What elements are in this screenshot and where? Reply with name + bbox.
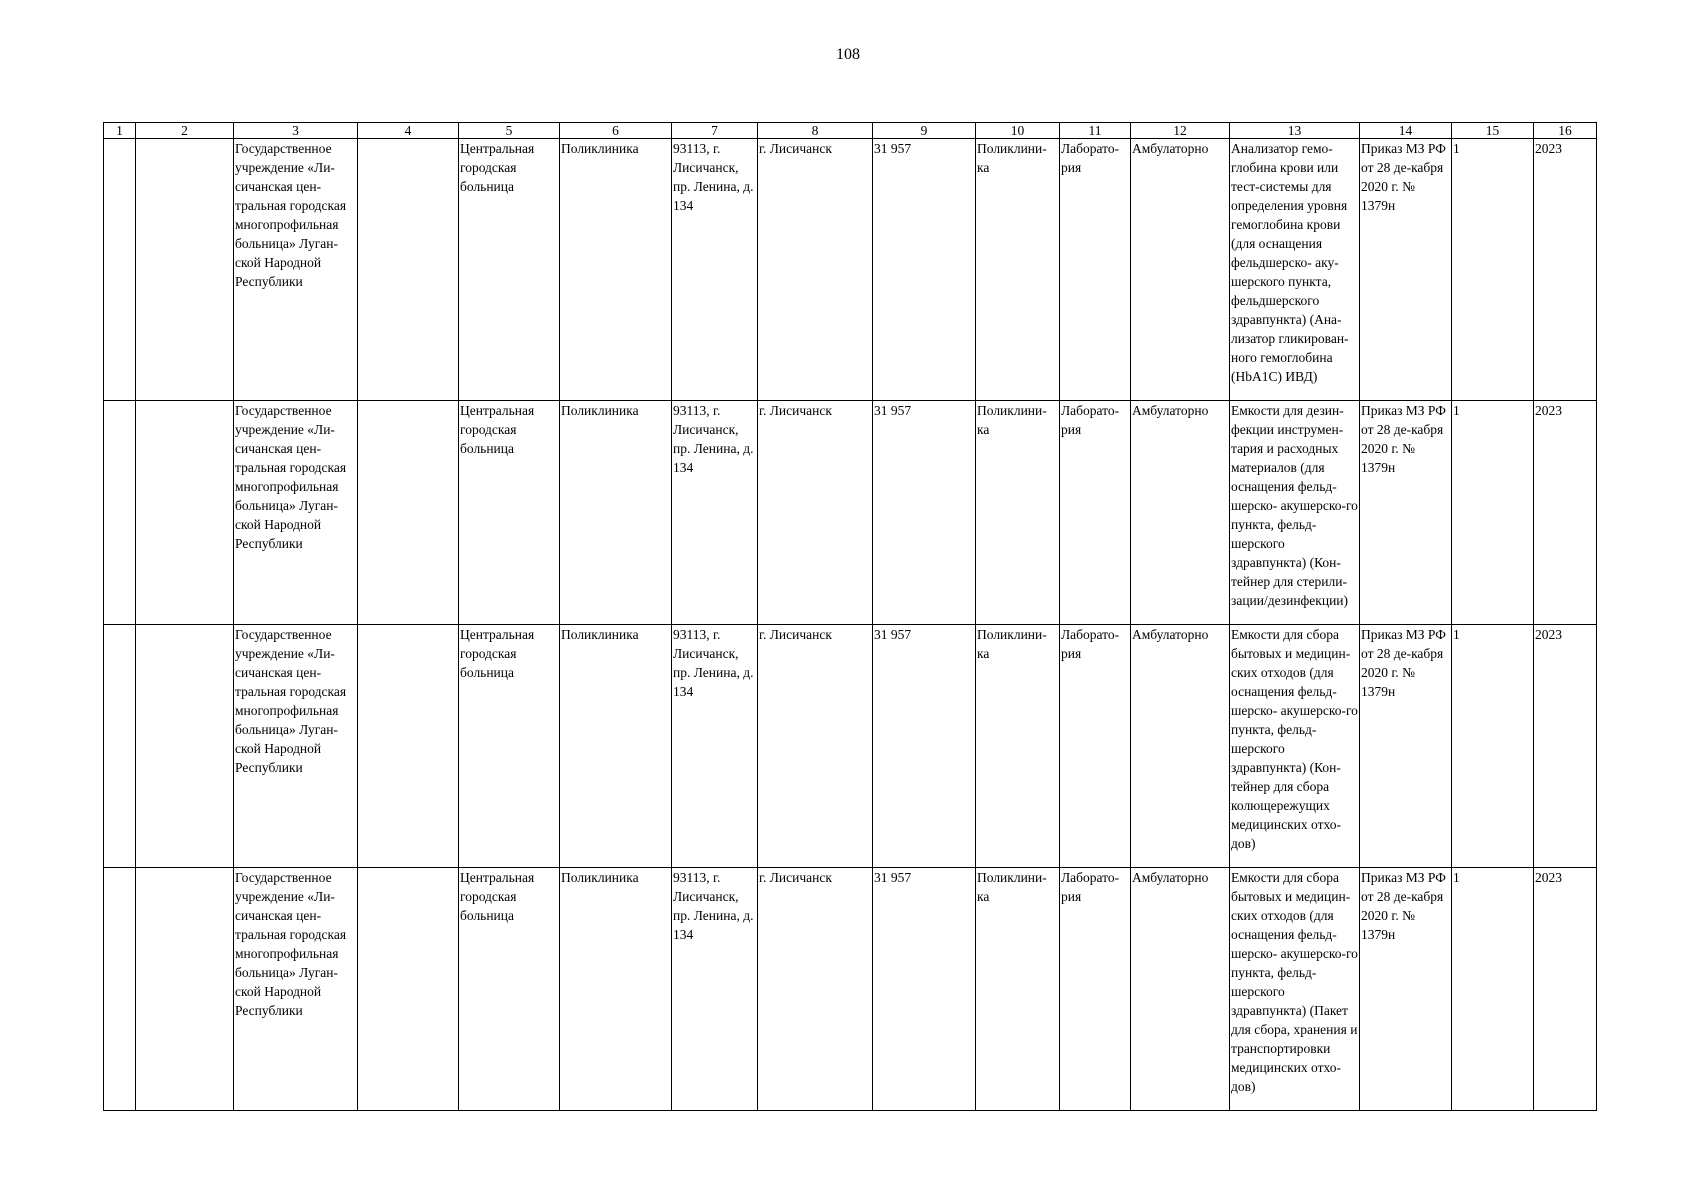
cell-equipment: Анализатор гемо-глобина крови или тест-системы для определения уровня гемоглобина крови (для оснащения фельдшерско- аку-шерского пункта, фельдшерского здравпункта) (Ана-лизатор гликирован-ного гемоглобина (HbA1C) ИВД) <box>1230 139 1360 401</box>
cell-city: г. Лисичанск <box>758 139 873 401</box>
cell-care-condition: Амбулаторно <box>1131 868 1230 1111</box>
page-number: 108 <box>836 46 860 63</box>
cell-address: 93113, г. Лисичанск, пр. Ленина, д. 134 <box>672 625 758 868</box>
column-header: 8 <box>758 123 873 139</box>
cell-organization: Государственное учреждение «Ли-сичанская цен-тральная городская многопрофильная больница» Луган-ской Народной Республики <box>234 868 358 1111</box>
table-row <box>104 625 1597 868</box>
cell-quantity: 1 <box>1452 868 1534 1111</box>
cell-year: 2023 <box>1534 401 1597 625</box>
cell-city: г. Лисичанск <box>758 401 873 625</box>
cell-department: Лаборато-рия <box>1060 401 1131 625</box>
cell-subdivision: Поликлиника <box>560 139 672 401</box>
cell-population: 31 957 <box>873 625 976 868</box>
cell-address: 93113, г. Лисичанск, пр. Ленина, д. 134 <box>672 401 758 625</box>
cell-unit: Поликлини-ка <box>976 625 1060 868</box>
cell-subdivision: Поликлиника <box>560 625 672 868</box>
cell-facility-type: Центральная городская больница <box>459 868 560 1111</box>
cell-quantity: 1 <box>1452 625 1534 868</box>
column-header: 1 <box>104 123 136 139</box>
cell-equipment: Емкости для сбора бытовых и медицин-ских отходов (для оснащения фельд-шерско- акушерско-го пункта, фельд-шерского здравпункта) (Пакет для сбора, хранения и транспортировки медицинских отхо-дов) <box>1230 868 1360 1111</box>
cell-number <box>104 625 136 868</box>
cell-organization: Государственное учреждение «Ли-сичанская цен-тральная городская многопрофильная больница» Луган-ской Народной Республики <box>234 625 358 868</box>
cell-subdivision: Поликлиника <box>560 868 672 1111</box>
column-header: 13 <box>1230 123 1360 139</box>
cell-department: Лаборато-рия <box>1060 625 1131 868</box>
cell-facility-type: Центральная городская больница <box>459 625 560 868</box>
cell-empty <box>358 868 459 1111</box>
cell-care-condition: Амбулаторно <box>1131 401 1230 625</box>
cell-order: Приказ МЗ РФ от 28 де-кабря 2020 г. № 1379н <box>1360 401 1452 625</box>
table-row <box>104 401 1597 625</box>
cell-order: Приказ МЗ РФ от 28 де-кабря 2020 г. № 1379н <box>1360 139 1452 401</box>
cell-empty <box>358 401 459 625</box>
cell-code <box>136 868 234 1111</box>
column-header: 14 <box>1360 123 1452 139</box>
column-header: 7 <box>672 123 758 139</box>
cell-unit: Поликлини-ка <box>976 139 1060 401</box>
cell-quantity: 1 <box>1452 401 1534 625</box>
column-header: 6 <box>560 123 672 139</box>
column-header: 10 <box>976 123 1060 139</box>
column-header: 12 <box>1131 123 1230 139</box>
cell-quantity: 1 <box>1452 139 1534 401</box>
cell-equipment: Емкости для сбора бытовых и медицин-ских отходов (для оснащения фельд-шерско- акушерско-го пункта, фельд-шерского здравпункта) (Кон-тейнер для сбора колющережущих медицинских отхо-дов) <box>1230 625 1360 868</box>
column-header: 16 <box>1534 123 1597 139</box>
column-header: 5 <box>459 123 560 139</box>
cell-empty <box>358 625 459 868</box>
cell-city: г. Лисичанск <box>758 625 873 868</box>
cell-address: 93113, г. Лисичанск, пр. Ленина, д. 134 <box>672 139 758 401</box>
cell-facility-type: Центральная городская больница <box>459 401 560 625</box>
cell-number <box>104 868 136 1111</box>
cell-code <box>136 139 234 401</box>
cell-address: 93113, г. Лисичанск, пр. Ленина, д. 134 <box>672 868 758 1111</box>
table-row <box>104 139 1597 401</box>
cell-number <box>104 139 136 401</box>
cell-city: г. Лисичанск <box>758 868 873 1111</box>
column-header: 11 <box>1060 123 1131 139</box>
cell-code <box>136 401 234 625</box>
cell-code <box>136 625 234 868</box>
cell-care-condition: Амбулаторно <box>1131 139 1230 401</box>
cell-organization: Государственное учреждение «Ли-сичанская цен-тральная городская многопрофильная больница» Луган-ской Народной Республики <box>234 401 358 625</box>
column-header: 4 <box>358 123 459 139</box>
column-header: 2 <box>136 123 234 139</box>
cell-year: 2023 <box>1534 625 1597 868</box>
cell-year: 2023 <box>1534 868 1597 1111</box>
cell-equipment: Емкости для дезин-фекции инструмен-тария и расходных материалов (для оснащения фельд-шерско- акушерско-го пункта, фельд-шерского здравпункта) (Кон-тейнер для стерили-зации/дезинфекции) <box>1230 401 1360 625</box>
cell-department: Лаборато-рия <box>1060 868 1131 1111</box>
cell-facility-type: Центральная городская больница <box>459 139 560 401</box>
cell-subdivision: Поликлиника <box>560 401 672 625</box>
cell-organization: Государственное учреждение «Ли-сичанская цен-тральная городская многопрофильная больница» Луган-ской Народной Республики <box>234 139 358 401</box>
cell-empty <box>358 139 459 401</box>
cell-order: Приказ МЗ РФ от 28 де-кабря 2020 г. № 1379н <box>1360 868 1452 1111</box>
cell-department: Лаборато-рия <box>1060 139 1131 401</box>
column-header: 3 <box>234 123 358 139</box>
table-row <box>104 868 1597 1111</box>
column-header: 9 <box>873 123 976 139</box>
cell-population: 31 957 <box>873 868 976 1111</box>
cell-population: 31 957 <box>873 401 976 625</box>
cell-unit: Поликлини-ка <box>976 868 1060 1111</box>
cell-order: Приказ МЗ РФ от 28 де-кабря 2020 г. № 1379н <box>1360 625 1452 868</box>
cell-population: 31 957 <box>873 139 976 401</box>
header-row <box>104 123 1597 139</box>
cell-care-condition: Амбулаторно <box>1131 625 1230 868</box>
cell-number <box>104 401 136 625</box>
cell-unit: Поликлини-ка <box>976 401 1060 625</box>
equipment-table <box>103 122 1597 1111</box>
cell-year: 2023 <box>1534 139 1597 401</box>
column-header: 15 <box>1452 123 1534 139</box>
